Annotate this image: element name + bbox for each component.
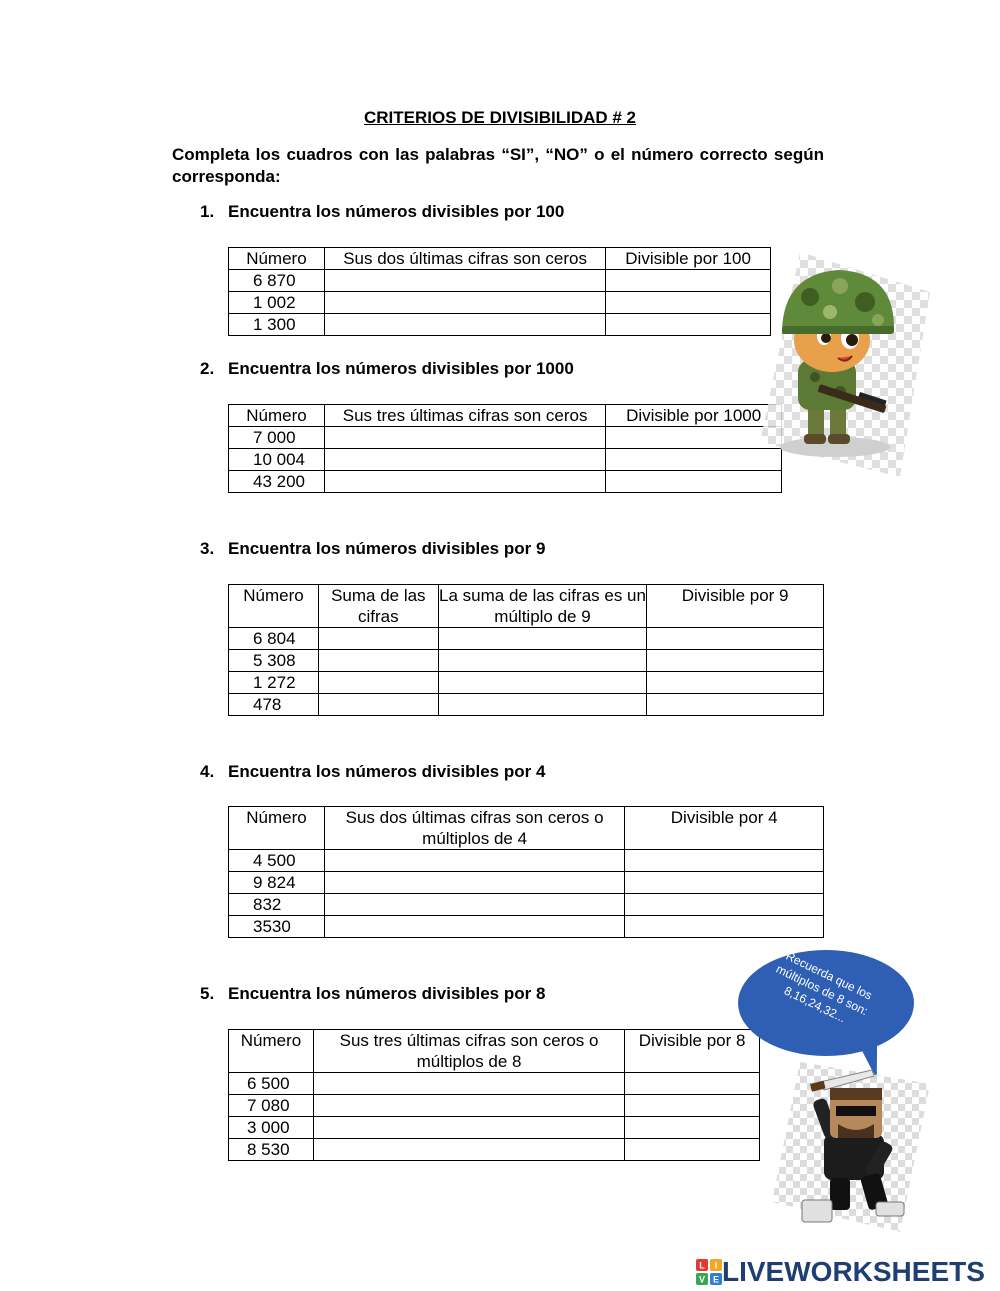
column-header: Número [229,807,325,850]
table-row [229,672,824,694]
section-3-number: 3. [200,539,215,558]
column-header: Número [229,1030,314,1073]
instructions: Completa los cuadros con las palabras “SI”, “NO” o el número correcto según corresponda: [172,145,824,186]
answer-cell[interactable] [318,694,438,716]
column-header: Sus tres últimas cifras son ceros o múltiplos de 8 [313,1030,624,1073]
table-row [229,694,824,716]
table-row [229,449,782,471]
answer-cell[interactable] [324,270,605,292]
number-cell: 6 500 [229,1073,314,1095]
number-cell: 1 002 [229,292,325,314]
answer-cell[interactable] [324,449,605,471]
number-cell: 7 000 [229,427,325,449]
answer-cell[interactable] [606,427,782,449]
section-5-title: Encuentra los números divisibles por 8 [228,984,546,1003]
section-5-heading [200,984,545,1004]
soldier-illustration [760,252,930,477]
column-header: Número [229,405,325,427]
answer-cell[interactable] [324,427,605,449]
answer-cell[interactable] [647,672,824,694]
answer-cell[interactable] [318,650,438,672]
table-row [229,916,824,938]
answer-cell[interactable] [324,471,605,493]
section-2-heading [200,359,574,379]
answer-cell[interactable] [625,872,824,894]
table-divisible-100 [228,247,771,336]
number-cell: 3 000 [229,1117,314,1139]
logo-badge-letter: V [698,1274,706,1285]
speech-bubble-text: Recuerda que los múltiplos de 8 son: 8,16,24,32... [773,948,875,1026]
table-row [229,894,824,916]
number-cell: 43 200 [229,471,325,493]
section-2-title: Encuentra los números divisibles por 1000 [228,359,574,378]
number-cell: 9 824 [229,872,325,894]
table-row [229,471,782,493]
answer-cell[interactable] [438,650,647,672]
column-header: Suma de las cifras [318,585,438,628]
section-4-title: Encuentra los números divisibles por 4 [228,762,546,781]
number-cell: 5 308 [229,650,319,672]
answer-cell[interactable] [625,916,824,938]
column-header: Divisible por 1000 [606,405,782,427]
section-1-title: Encuentra los números divisibles por 100 [228,202,565,221]
column-header: Divisible por 4 [625,807,824,850]
number-cell: 4 500 [229,850,325,872]
answer-cell[interactable] [438,628,647,650]
section-5-number: 5. [200,984,215,1003]
section-1-heading [200,202,564,222]
answer-cell[interactable] [313,1073,624,1095]
number-cell: 6 804 [229,628,319,650]
section-3-heading [200,539,545,559]
number-cell: 1 272 [229,672,319,694]
section-2-number: 2. [200,359,215,378]
table-row [229,850,824,872]
number-cell: 10 004 [229,449,325,471]
number-cell: 7 080 [229,1095,314,1117]
character-illustration [772,1062,930,1232]
column-header: Sus tres últimas cifras son ceros [324,405,605,427]
table-row [229,427,782,449]
logo-badge-letter: I [714,1260,718,1271]
answer-cell[interactable] [606,314,771,336]
answer-cell[interactable] [606,471,782,493]
column-header: Número [229,248,325,270]
liveworksheets-logo [696,1255,985,1289]
number-cell: 8 530 [229,1139,314,1161]
answer-cell[interactable] [647,628,824,650]
answer-cell[interactable] [438,672,647,694]
answer-cell[interactable] [313,1117,624,1139]
answer-cell[interactable] [606,292,771,314]
table-divisible-1000 [228,404,782,493]
column-header: Divisible por 8 [625,1030,760,1073]
answer-cell[interactable] [324,292,605,314]
answer-cell[interactable] [313,1095,624,1117]
answer-cell[interactable] [647,694,824,716]
table-row [229,1073,760,1095]
section-4-heading [200,762,545,782]
table-divisible-8 [228,1029,760,1161]
table-row [229,1095,760,1117]
answer-cell[interactable] [324,314,605,336]
answer-cell[interactable] [438,694,647,716]
table-row [229,1117,760,1139]
worksheet-title: CRITERIOS DE DIVISIBILIDAD # 2 [363,108,637,127]
number-cell: 832 [229,894,325,916]
answer-cell[interactable] [625,1117,760,1139]
answer-cell[interactable] [625,1095,760,1117]
table-row [229,314,771,336]
answer-cell[interactable] [606,449,782,471]
table-divisible-4 [228,806,824,938]
answer-cell[interactable] [625,1139,760,1161]
number-cell: 3530 [229,916,325,938]
section-1-number: 1. [200,202,215,221]
answer-cell[interactable] [324,850,624,872]
logo-badge-letter: E [712,1274,720,1285]
column-header: Sus dos últimas cifras son ceros o múltiplos de 4 [324,807,624,850]
table-divisible-9 [228,584,824,716]
section-4-number: 4. [200,762,215,781]
number-cell: 478 [229,694,319,716]
table-row [229,1139,760,1161]
column-header: Divisible por 9 [647,585,824,628]
answer-cell[interactable] [625,850,824,872]
answer-cell[interactable] [324,916,624,938]
section-3-title: Encuentra los números divisibles por 9 [228,539,546,558]
table-row [229,872,824,894]
number-cell: 6 870 [229,270,325,292]
answer-cell[interactable] [313,1139,624,1161]
column-header: Divisible por 100 [606,248,771,270]
column-header: Sus dos últimas cifras son ceros [324,248,605,270]
table-row [229,270,771,292]
answer-cell[interactable] [318,672,438,694]
answer-cell[interactable] [606,270,771,292]
table-row [229,292,771,314]
column-header: Número [229,585,319,628]
column-header: La suma de las cifras es un múltiplo de 9 [439,586,646,626]
logo-badge-letter: L [699,1260,705,1271]
logo-text: LIVEWORKSHEETS [722,1256,985,1287]
number-cell: 1 300 [229,314,325,336]
table-row [229,650,824,672]
answer-cell[interactable] [625,1073,760,1095]
answer-cell[interactable] [318,628,438,650]
table-row [229,628,824,650]
answer-cell[interactable] [625,894,824,916]
answer-cell[interactable] [324,894,624,916]
answer-cell[interactable] [324,872,624,894]
answer-cell[interactable] [647,650,824,672]
logo-badge-icon [696,1259,722,1285]
